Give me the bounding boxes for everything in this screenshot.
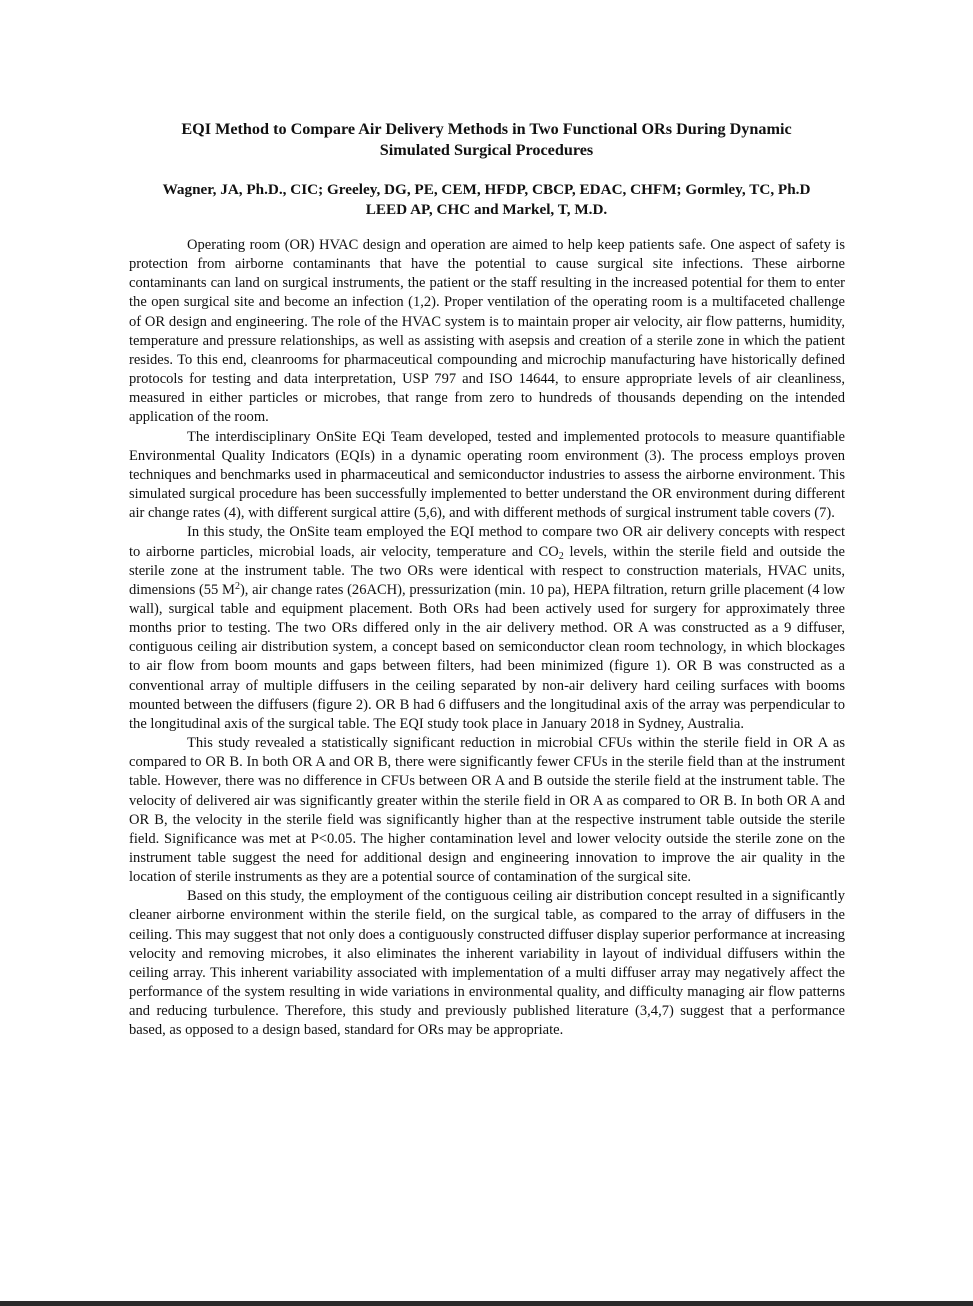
paragraph-introduction: Operating room (OR) HVAC design and operation are aimed to help keep patients safe. One aspect of safety is protection from airborne contaminants that have the potential to cause surgical site infections. These airborne contaminants can land on surgical instruments, the patient or the staff resulting in the increased potential for them to enter the open surgical site and become an infection (1,2). Proper ventilation of the operating room is a multifaceted challenge of OR design and engineering. The role of the HVAC system is to maintain proper air velocity, air flow patterns, humidity, temperature and pressure relationships, as well as assisting with asepsis and creation of a sterile zone in which the patient resides. To this end, cleanrooms for pharmaceutical compounding and microchip manufacturing have historically defined protocols for testing and data interpretation, USP 797 and ISO 14644, to ensure appropriate levels of air cleanliness, measured in either particles or microbes, that range from zero to hundreds of thousands depending on the intended application of the room. <box>129 237 845 426</box>
author-line-2: LEED AP, CHC and Markel, T, M.D. <box>365 201 608 218</box>
study-design-text-b: levels, within the sterile field and outside the sterile zone at the instrument table. The two ORs were identical with respect to construction materials, HVAC units, dimensions (55 M <box>129 543 845 598</box>
co2-subscript: 2 <box>558 550 564 562</box>
abstract-body <box>129 236 845 1041</box>
title-line-2: Simulated Surgical Procedures <box>379 141 594 159</box>
title-line-1: EQI Method to Compare Air Delivery Methods in Two Functional ORs During Dynamic <box>181 120 792 138</box>
page-bottom-edge <box>0 1301 973 1306</box>
area-superscript: 2 <box>234 580 240 592</box>
paper-title <box>110 119 863 161</box>
author-line-1: Wagner, JA, Ph.D., CIC; Greeley, DG, PE, CEM, HFDP, CBCP, EDAC, CHFM; Gormley, TC, Ph.D <box>162 181 811 198</box>
study-design-text-c: ), air change rates (26ACH), pressurization (min. 10 pa), HEPA filtration, return grille placement (4 low wall), surgical table and equipment placement. Both ORs had been actively used for surgery for approximately three months prior to testing. The two ORs differed only in the air delivery method. OR A was constructed as a 9 diffuser, contiguous ceiling air distribution system, a concept based on semiconductor clean room technology, in which blockages to air flow from boom mounts and gaps between filters, had been minimized (figure 1). OR B was constructed as a conventional array of multiple diffusers in the ceiling separated by non-air delivery hard ceiling surfaces with booms mounted between the diffusers (figure 2). OR B had 6 diffusers and the longitudinal axis of the array was perpendicular to the longitudinal axis of the surgical table. The EQI study took place in January 2018 in Sydney, Australia. <box>129 581 845 732</box>
author-list <box>110 180 863 220</box>
paragraph-study-design <box>129 523 845 734</box>
paragraph-methods-background: The interdisciplinary OnSite EQi Team developed, tested and implemented protocols to measure quantifiable Environmental Quality Indicators (EQIs) in a dynamic operating room environment (3). The process employs proven techniques and benchmarks used in pharmaceutical and semiconductor industries to assess the airborne environment. This simulated surgical procedure has been successfully implemented to better understand the OR environment during different air change rates (4), with different surgical attire (5,6), and with different methods of surgical instrument table covers (7). <box>129 428 845 522</box>
paragraph-conclusion: Based on this study, the employment of the contiguous ceiling air distribution concept resulted in a significantly cleaner airborne environment within the sterile field, on the surgical table, as compared to the array of diffusers in the ceiling. This may suggest that not only does a contiguously constructed diffuser display superior performance at increasing velocity and removing microbes, it also eliminates the inherent variability in layout of individual diffusers within the ceiling array. This inherent variability associated with implementation of a multi diffuser array may negatively affect the performance of the system resulting in wide variations in environmental quality, and difficulty managing air flow patterns and reducing turbulence. Therefore, this study and previously published literature (3,4,7) suggest that a performance based, as opposed to a design based, standard for ORs may be appropriate. <box>129 888 845 1039</box>
paragraph-results: This study revealed a statistically significant reduction in microbial CFUs within the sterile field in OR A as compared to OR B. In both OR A and OR B, there were significantly fewer CFUs in the sterile field than at the instrument table. However, there was no difference in CFUs between OR A and B outside the sterile field at the instrument table. The velocity of delivered air was significantly greater within the sterile field in OR A as compared to OR B. In both OR A and OR B, the velocity in the sterile field was significantly higher than at the respective instrument table outside the sterile field. Significance was met at P<0.05. The higher contamination level and lower velocity outside the sterile zone on the instrument table suggest the need for additional design and engineering innovation to improve the air quality in the location of sterile instruments as they are a potential source of contamination of the surgical site. <box>129 735 845 886</box>
study-design-text-a: In this study, the OnSite team employed the EQI method to compare two OR air delivery concepts with respect to airborne particles, microbial loads, air velocity, temperature and CO <box>129 524 845 560</box>
